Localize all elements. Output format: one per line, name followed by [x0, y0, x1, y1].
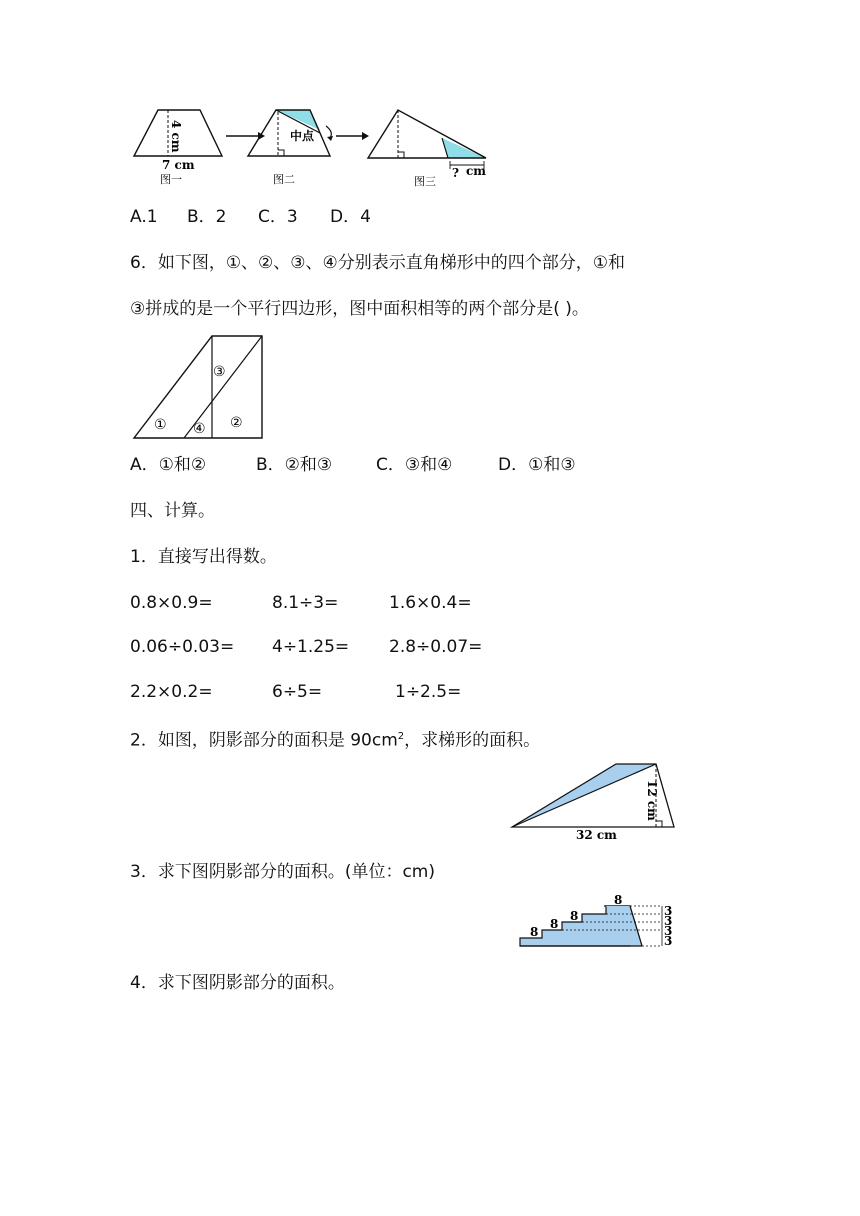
fig3-unit-label: cm	[466, 164, 487, 178]
calc-item: 0.06÷0.03=	[130, 637, 235, 657]
calc-item: 1÷2.5=	[395, 682, 462, 702]
figure-1	[134, 110, 222, 186]
q6-option-b: B．②和③	[256, 455, 333, 475]
fig1-height-label: 4 cm	[169, 120, 183, 153]
calc1-title: 1．直接写出得数。	[130, 547, 277, 567]
step-height-label: 3	[664, 914, 673, 928]
step-width-label: 8	[550, 917, 559, 931]
q6-text-line1: 6．如下图，①、②、③、④分别表示直角梯形中的四个部分，①和	[130, 253, 626, 273]
calc2-title: 2．如图，阴影部分的面积是 $90cm^2$，求梯形的面积。	[130, 730, 541, 751]
section-4-title: 四、计算。	[130, 501, 215, 521]
step-width-label: 8	[614, 893, 623, 907]
calc-item: 1.6×0.4=	[389, 593, 472, 613]
step-height-label: 3	[664, 924, 673, 938]
part-1-label: ①	[154, 417, 167, 433]
step-height-label: 3	[664, 904, 673, 918]
figure-2	[248, 110, 333, 186]
q5-option-b: B．2	[187, 207, 227, 227]
fig2-caption: 图二	[273, 173, 295, 186]
part-4-label: ④	[193, 421, 206, 437]
right-trapezoid-figure	[132, 334, 272, 444]
step-width-label: 8	[570, 909, 579, 923]
fig3-unknown-label: ?	[452, 166, 460, 180]
calc3-title: 3．求下图阴影部分的面积。(单位：cm)	[130, 862, 435, 882]
calc-item: 2.8÷0.07=	[389, 637, 483, 657]
q5-option-c: C．3	[258, 207, 298, 227]
fig1-caption: 图一	[160, 173, 182, 186]
calc-item: 4÷1.25=	[272, 637, 350, 657]
trapezoid-shaded-figure	[506, 756, 686, 846]
step-height-label: 3	[664, 934, 673, 948]
calc4-title: 4．求下图阴影部分的面积。	[130, 973, 345, 993]
q6-text-line2: ③拼成的是一个平行四边形，图中面积相等的两个部分是( )。	[130, 299, 589, 319]
calc2-base-label: 32 cm	[576, 828, 617, 842]
calc2-height-label: 12 cm	[645, 780, 659, 821]
part-2-label: ②	[230, 415, 243, 431]
trapezoid-cut-figures	[130, 106, 490, 186]
staircase-shaded-figure	[516, 892, 676, 962]
part-3-label: ③	[213, 364, 226, 380]
step-width-label: 8	[530, 925, 539, 939]
fig2-midpoint-label: 中点	[290, 129, 315, 143]
calc-item: 2.2×0.2=	[130, 682, 213, 702]
q6-option-d: D．①和③	[498, 455, 576, 475]
q6-option-a: A．①和②	[130, 455, 207, 475]
calc-item: 8.1÷3=	[272, 593, 339, 613]
q5-option-a: A.1	[130, 207, 158, 227]
fig3-caption: 图三	[414, 175, 436, 188]
q6-option-c: C．③和④	[376, 455, 453, 475]
q5-option-d: D．4	[330, 207, 371, 227]
figure-3	[368, 110, 486, 188]
calc-item: 6÷5=	[272, 682, 323, 702]
fig1-base-label: 7 cm	[162, 158, 195, 172]
calc-item: 0.8×0.9=	[130, 593, 213, 613]
